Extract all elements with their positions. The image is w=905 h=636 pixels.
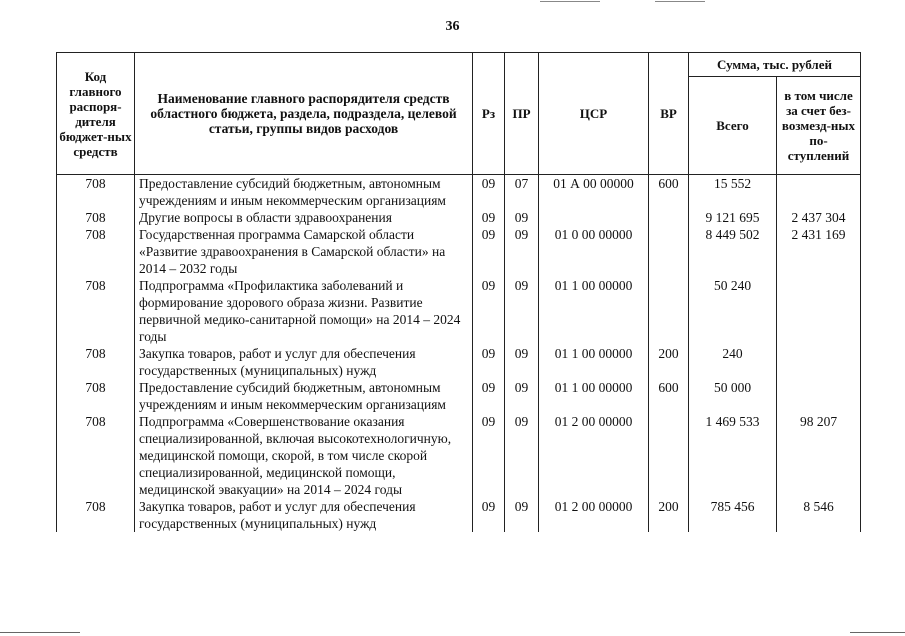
cell-rz: 09 [473, 277, 505, 345]
header-free: в том числе за счет без-возмезд-ных по-ступлений [777, 77, 861, 175]
cell-total: 50 240 [689, 277, 777, 345]
cell-csr: 01 1 00 00000 [539, 277, 649, 345]
cell-total: 50 000 [689, 379, 777, 413]
cell-code: 708 [57, 277, 135, 345]
cell-rz: 09 [473, 209, 505, 226]
budget-table-container [56, 52, 861, 532]
header-pr: ПР [505, 53, 539, 175]
cell-free [777, 277, 861, 345]
cell-rz: 09 [473, 175, 505, 210]
cell-code: 708 [57, 209, 135, 226]
cell-csr: 01 1 00 00000 [539, 345, 649, 379]
cell-pr: 09 [505, 226, 539, 277]
table-row [57, 413, 861, 498]
cell-rz: 09 [473, 413, 505, 498]
cell-rz: 09 [473, 498, 505, 532]
cell-pr: 09 [505, 277, 539, 345]
cell-total: 8 449 502 [689, 226, 777, 277]
cell-pr: 09 [505, 413, 539, 498]
cell-free [777, 175, 861, 210]
cell-total: 1 469 533 [689, 413, 777, 498]
page-number: 36 [445, 19, 460, 34]
cell-vr [649, 277, 689, 345]
cell-free: 2 431 169 [777, 226, 861, 277]
cell-csr: 01 2 00 00000 [539, 498, 649, 532]
cell-pr: 09 [505, 345, 539, 379]
header-csr: ЦСР [539, 53, 649, 175]
header-vr: ВР [649, 53, 689, 175]
cell-name: Предоставление субсидий бюджетным, автономным учреждениям и иным некоммерческим организациям [135, 379, 473, 413]
cell-vr: 600 [649, 379, 689, 413]
cell-csr: 01 1 00 00000 [539, 379, 649, 413]
cell-code: 708 [57, 379, 135, 413]
header-name: Наименование главного распорядителя средств областного бюджета, раздела, подраздела, целевой статьи, группы видов расходов [135, 53, 473, 175]
scan-artifact-line [540, 1, 600, 2]
cell-csr [539, 209, 649, 226]
cell-total: 9 121 695 [689, 209, 777, 226]
table-header [57, 53, 861, 175]
cell-pr: 07 [505, 175, 539, 210]
cell-code: 708 [57, 413, 135, 498]
table-row [57, 345, 861, 379]
cell-rz: 09 [473, 379, 505, 413]
table-row [57, 209, 861, 226]
cell-vr: 200 [649, 498, 689, 532]
cell-free: 98 207 [777, 413, 861, 498]
header-sum-group: Сумма, тыс. рублей [689, 53, 861, 77]
cell-pr: 09 [505, 498, 539, 532]
cell-csr: 01 А 00 00000 [539, 175, 649, 210]
header-rz: Рз [473, 53, 505, 175]
table-row [57, 277, 861, 345]
scan-artifact-line [0, 632, 80, 633]
cell-name: Закупка товаров, работ и услуг для обеспечения государственных (муниципальных) нужд [135, 498, 473, 532]
table-body [57, 175, 861, 533]
table-row [57, 498, 861, 532]
cell-code: 708 [57, 175, 135, 210]
cell-free: 2 437 304 [777, 209, 861, 226]
cell-name: Другие вопросы в области здравоохранения [135, 209, 473, 226]
cell-total: 240 [689, 345, 777, 379]
scan-artifact-line [850, 632, 905, 633]
header-code: Код главного распоря-дителя бюджет-ных средств [57, 53, 135, 175]
cell-name: Подпрограмма «Профилактика заболеваний и формирование здорового образа жизни. Развитие первичной медико-санитарной помощи» на 2014 – 2024 годы [135, 277, 473, 345]
cell-code: 708 [57, 345, 135, 379]
table-row [57, 379, 861, 413]
cell-csr: 01 0 00 00000 [539, 226, 649, 277]
cell-name: Закупка товаров, работ и услуг для обеспечения государственных (муниципальных) нужд [135, 345, 473, 379]
cell-rz: 09 [473, 345, 505, 379]
cell-pr: 09 [505, 209, 539, 226]
cell-free [777, 345, 861, 379]
cell-name: Предоставление субсидий бюджетным, автономным учреждениям и иным некоммерческим организациям [135, 175, 473, 210]
cell-rz: 09 [473, 226, 505, 277]
scan-artifact-line [655, 1, 705, 2]
header-total: Всего [689, 77, 777, 175]
cell-vr: 200 [649, 345, 689, 379]
table-row [57, 226, 861, 277]
cell-free: 8 546 [777, 498, 861, 532]
cell-vr [649, 413, 689, 498]
cell-pr: 09 [505, 379, 539, 413]
table-row [57, 175, 861, 210]
cell-code: 708 [57, 498, 135, 532]
cell-vr [649, 209, 689, 226]
cell-csr: 01 2 00 00000 [539, 413, 649, 498]
cell-code: 708 [57, 226, 135, 277]
cell-name: Государственная программа Самарской области «Развитие здравоохранения в Самарской области» на 2014 – 2032 годы [135, 226, 473, 277]
cell-free [777, 379, 861, 413]
cell-name: Подпрограмма «Совершенствование оказания специализированной, включая высокотехнологичную, медицинской помощи, скорой, в том числе скорой специализированной, медицинской помощи, медицинской эвакуации» на 2014 – 2024 годы [135, 413, 473, 498]
budget-table [56, 52, 861, 532]
cell-total: 785 456 [689, 498, 777, 532]
cell-vr: 600 [649, 175, 689, 210]
cell-vr [649, 226, 689, 277]
cell-total: 15 552 [689, 175, 777, 210]
